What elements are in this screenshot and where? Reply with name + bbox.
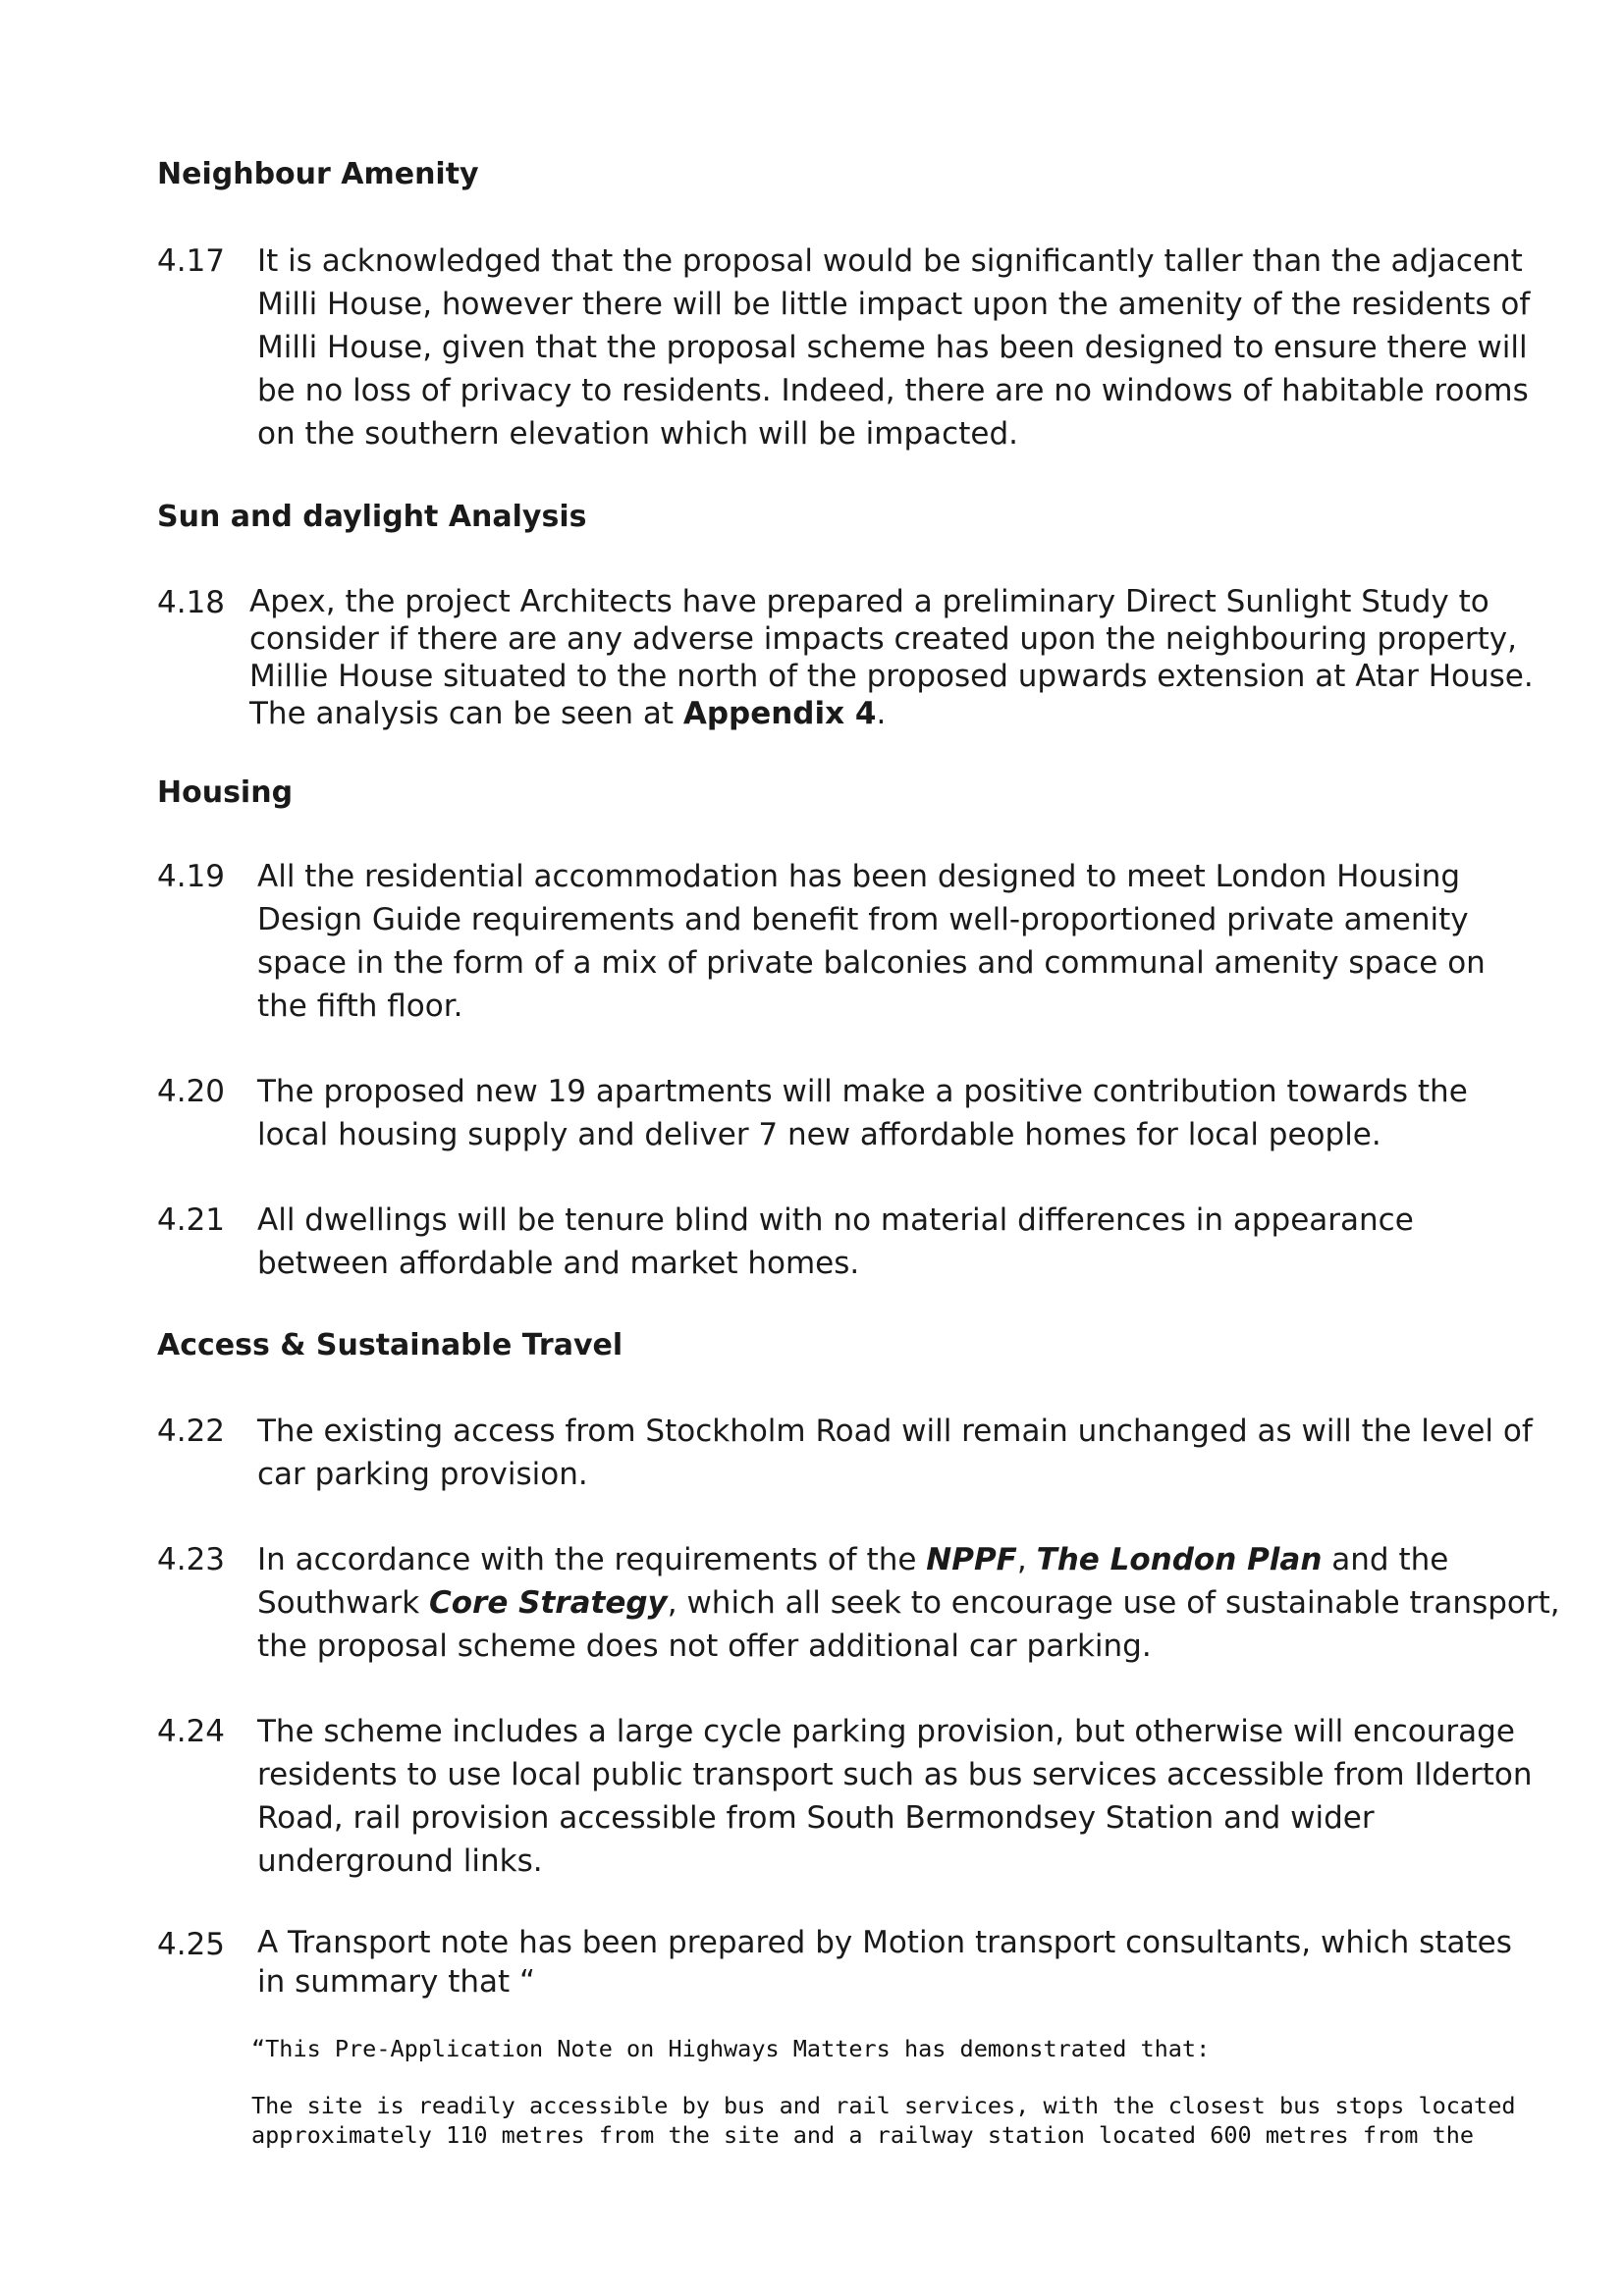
paragraph-number-4-18: 4.18 [157, 585, 226, 620]
text-line: the fifth floor. [257, 988, 463, 1024]
paragraph-number-4-22: 4.22 [157, 1414, 226, 1449]
heading-sun-daylight: Sun and daylight Analysis [157, 500, 587, 534]
paragraph-number-4-24: 4.24 [157, 1714, 226, 1749]
paragraph-4-20 [257, 1070, 1504, 1156]
text-line: A Transport note has been prepared by Motion transport consultants, which states [257, 1925, 1512, 1960]
paragraph-number-4-19: 4.19 [157, 859, 226, 894]
paragraph-4-22 [257, 1410, 1533, 1496]
quote-intro: “This Pre-Application Note on Highways Matters has demonstrated that: [251, 2035, 1211, 2062]
paragraph-number-4-23: 4.23 [157, 1542, 226, 1577]
text-line [257, 1581, 1560, 1625]
text-line: local housing supply and deliver 7 new affordable homes for local people. [257, 1117, 1381, 1152]
paragraph-4-24 [257, 1710, 1533, 1883]
text-line: residents to use local public transport such as bus services accessible from Ilderton [257, 1757, 1533, 1792]
text-line: Milli House, given that the proposal scheme has been designed to ensure there will [257, 330, 1528, 365]
core-strategy-reference: Core Strategy [429, 1585, 668, 1621]
text-line: Design Guide requirements and benefit from well-proportioned private amenity [257, 902, 1469, 937]
paragraph-number-4-21: 4.21 [157, 1202, 226, 1238]
text-line: underground links. [257, 1843, 543, 1879]
text-segment: Southwark [257, 1585, 429, 1621]
paragraph-number-4-25: 4.25 [157, 1927, 226, 1962]
text-line: It is acknowledged that the proposal would be significantly taller than the adjacent [257, 243, 1523, 279]
text-line: between affordable and market homes. [257, 1246, 860, 1281]
text-line: Apex, the project Architects have prepared a preliminary Direct Sunlight Study to [249, 584, 1489, 619]
nppf-reference: NPPF [926, 1542, 1017, 1577]
paragraph-number-4-20: 4.20 [157, 1074, 226, 1109]
paragraph-4-19 [257, 855, 1504, 1028]
text-line: All dwellings will be tenure blind with no material differences in appearance [257, 1202, 1414, 1238]
text-line: Milli House, however there will be little impact upon the amenity of the residents of [257, 287, 1531, 322]
text-line: in summary that “ [257, 1964, 536, 2000]
paragraph-4-18 [249, 583, 1534, 732]
text-line: on the southern elevation which will be impacted. [257, 416, 1018, 452]
text-line: The site is readily accessible by bus and rail services, with the closest bus stops located [251, 2092, 1516, 2119]
text-line: Road, rail provision accessible from South Bermondsey Station and wider [257, 1800, 1375, 1836]
paragraph-4-25 [257, 1923, 1512, 2002]
text-line: The proposed new 19 apartments will make a positive contribution towards the [257, 1074, 1468, 1109]
text-line: space in the form of a mix of private balconies and communal amenity space on [257, 945, 1486, 981]
text-segment: and the [1322, 1542, 1449, 1577]
paragraph-4-21 [257, 1199, 1504, 1285]
text-line [257, 1538, 1504, 1581]
text-line: The existing access from Stockholm Road will remain unchanged as will the level of [257, 1414, 1533, 1449]
paragraph-4-17 [257, 240, 1531, 455]
heading-access-travel: Access & Sustainable Travel [157, 1328, 623, 1362]
text-line: consider if there are any adverse impacts created upon the neighbouring property, [249, 621, 1517, 657]
text-line: All the residential accommodation has been designed to meet London Housing [257, 859, 1461, 894]
text-line: The scheme includes a large cycle parking provision, but otherwise will encourage [257, 1714, 1515, 1749]
paragraph-number-4-17: 4.17 [157, 243, 226, 279]
quote-body [251, 2091, 1516, 2150]
paragraph-4-23 [257, 1538, 1560, 1668]
text-line: car parking provision. [257, 1457, 588, 1492]
text-line: be no loss of privacy to residents. Indeed, there are no windows of habitable rooms [257, 373, 1529, 408]
text-segment: , which all seek to encourage use of sustainable transport, [667, 1585, 1560, 1621]
text-line: approximately 110 metres from the site and a railway station located 600 metres from the [251, 2121, 1475, 2149]
text-line: Millie House situated to the north of the proposed upwards extension at Atar House. [249, 659, 1534, 694]
text-segment: , [1016, 1542, 1037, 1577]
text-line [249, 695, 1496, 732]
text-line: the proposal scheme does not offer additional car parking. [257, 1629, 1152, 1664]
london-plan-reference: The London Plan [1036, 1542, 1323, 1577]
text-segment: . [876, 696, 887, 731]
heading-neighbour-amenity: Neighbour Amenity [157, 157, 479, 191]
text-segment: The analysis can be seen at [249, 696, 683, 731]
heading-housing: Housing [157, 775, 294, 810]
text-segment: In accordance with the requirements of the [257, 1542, 927, 1577]
appendix-reference: Appendix 4 [682, 696, 877, 731]
